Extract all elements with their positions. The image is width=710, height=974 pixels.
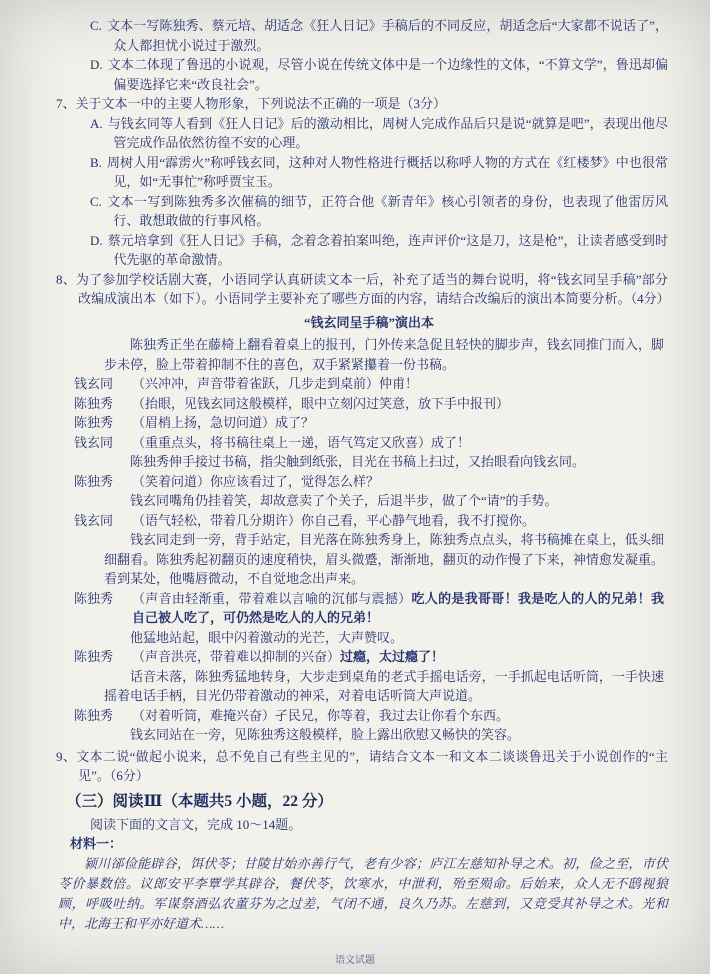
page-footer: 语文试题 bbox=[335, 955, 375, 966]
dialogue-text: （抬眼，见钱玄同这般模样，眼中立刻闪过笑意，放下手中报刊） bbox=[132, 395, 510, 411]
script-narration: 陈独秀正坐在藤椅上翻看着桌上的报刊，门外传来急促且轻快的脚步声，钱玄同推门而入，脚步未停，脸上带着抑制不住的喜色，双手紧紧攥着一份书稿。 bbox=[104, 337, 664, 372]
option-row bbox=[90, 231, 668, 270]
option-label: D. bbox=[90, 57, 103, 72]
stage-direction: （声音洪亮，带着难以抑制的兴奋） bbox=[132, 649, 341, 664]
option-label: B. bbox=[90, 154, 102, 170]
speaker-name: 钱玄同 bbox=[74, 434, 114, 450]
question-7-stem: 7、关于文本一中的主要人物形象，下列说法不正确的一项是（3分） bbox=[56, 96, 447, 111]
option-text: 文本二体现了鲁迅的小说观，尽管小说在传统文体中是一个边缘性的文体，“不算文学”，鲁迅却偏偏要选择它来“改良社会”。 bbox=[107, 57, 668, 92]
option-row bbox=[90, 114, 668, 153]
option-text: 文本一写陈独秀、蔡元培、胡适念《狂人日记》手稿后的不同反应，胡适念后“大家都不说话了”，众人都担忧小说过于激烈。 bbox=[106, 18, 668, 53]
script-narration: 陈独秀伸手接过书稿，指尖触到纸张，目光在书稿上扫过，又抬眼看向钱玄同。 bbox=[130, 454, 586, 469]
dialogue-text bbox=[132, 589, 664, 628]
dialogue-text: （对着听筒，难掩兴奋）孑民兄，你等着，我过去让你看个东西。 bbox=[132, 707, 510, 723]
dialogue-emphasis: 过瘾，太过瘾了！ bbox=[340, 649, 445, 664]
dialogue-text: （眉梢上扬，急切问道）成了？ bbox=[132, 415, 315, 430]
option-text: 蔡元培拿到《狂人日记》手稿，念着念着拍案叫绝，连声评价“这是刀，这是枪”，让读者感受到时代先驱的革命激情。 bbox=[107, 232, 668, 267]
script-title: “钱玄同呈手稿”演出本 bbox=[303, 314, 434, 330]
script-line bbox=[74, 433, 664, 453]
dialogue-text: （重重点头，将书稿往桌上一递，语气笃定又欣喜）成了！ bbox=[132, 434, 471, 450]
stage-direction: （声音由轻渐重，带着难以言喻的沉郁与震撼） bbox=[132, 590, 412, 606]
section-3-header: （三）阅读Ⅲ（本题共5 小题，22 分） bbox=[66, 792, 333, 810]
option-row bbox=[90, 153, 668, 192]
script-line bbox=[74, 589, 664, 628]
option-row bbox=[90, 192, 668, 231]
material-1-label: 材料一： bbox=[70, 836, 123, 852]
script-narration: 话音未落，陈独秀猛地转身，大步走到桌角的老式手摇电话旁，一手抓起电话听筒，一手快速摇着电话手柄，目光仍带着激动的神采，对着电话听筒大声说道。 bbox=[104, 668, 664, 703]
script-line bbox=[74, 472, 664, 492]
question-8-stem: 8、为了参加学校话剧大赛，小语同学认真研读文本一后，补充了适当的舞台说明，将“钱玄同呈手稿”部分改编成演出本（如下）。小语同学主要补充了哪些方面的内容，请结合改编后的演出本简要分析。（4分） bbox=[56, 271, 670, 306]
question-9-stem: 9、文本二说“做起小说来，总不免自己有些主见的”，请结合文本一和文本二谈谈鲁迅关于小说创作的“主见”。（6分） bbox=[56, 748, 668, 783]
option-row bbox=[90, 55, 668, 94]
speaker-name: 陈独秀 bbox=[74, 590, 114, 606]
speaker-name: 陈独秀 bbox=[74, 649, 114, 664]
script-line bbox=[74, 647, 664, 667]
speaker-name: 陈独秀 bbox=[74, 473, 114, 489]
script-line bbox=[74, 374, 664, 394]
dialogue-text bbox=[132, 647, 664, 667]
dialogue-text: （兴冲冲，声音带着雀跃，几步走到桌前）仲甫！ bbox=[132, 376, 419, 391]
script-narration: 钱玄同嘴角仍挂着笑，却故意卖了个关子，后退半步，做了个“请”的手势。 bbox=[130, 493, 558, 508]
drama-script-block bbox=[74, 313, 664, 745]
dialogue-text: （语气轻松，带着几分期许）你自己看，平心静气地看，我不打搅你。 bbox=[132, 512, 536, 528]
option-text: 文本一写到陈独秀多次催稿的细节，正符合他《新青年》核心引领者的身份，也表现了他雷厉风行、敢想敢做的行事风格。 bbox=[106, 193, 668, 228]
option-label: C. bbox=[90, 18, 102, 33]
speaker-name: 陈独秀 bbox=[74, 707, 114, 723]
script-narration: 钱玄同走到一旁，背手站定，目光落在陈独秀身上，陈独秀点点头，将书稿摊在桌上，低头细细翻看。陈独秀起初翻页的速度稍快，眉头微蹙，渐渐地，翻页的动作慢了下来，神情愈发凝重。看到某处，他嘴唇微动，不自觉地念出声来。 bbox=[104, 532, 664, 586]
option-row bbox=[90, 16, 668, 55]
script-narration: 他猛地站起，眼中闪着激动的光芒，大声赞叹。 bbox=[130, 629, 404, 645]
speaker-name: 陈独秀 bbox=[74, 395, 114, 411]
option-label: D. bbox=[90, 232, 103, 248]
material-1-text: 颍川郤俭能辟谷，饵伏苓；甘陵甘始亦善行气，老有少容；庐江左慈知补导之术。初，俭之至，市伏苓价暴数倍。议郎安平李覃学其辟谷，餐伏苓，饮寒水，中泄利，殆至殒命。后始来，众人无不鸱视狼顾，呼吸吐纳。军谋祭酒弘农董芬为之过差，气闭不通，良久乃苏。左慈到，又竞受其补导之术。光和中，北海王和平亦好道术…… bbox=[58, 855, 668, 932]
dialogue-emphasis: 吃人的是我哥哥！我是吃人的人的兄弟！我自己被人吃了，可仍然是吃人的人的兄弟！ bbox=[132, 590, 664, 625]
script-line bbox=[74, 413, 664, 433]
script-line bbox=[74, 511, 664, 531]
option-label: A. bbox=[90, 115, 103, 131]
speaker-name: 陈独秀 bbox=[74, 415, 114, 430]
speaker-name: 钱玄同 bbox=[74, 512, 114, 528]
option-label: C. bbox=[90, 193, 102, 209]
option-text: 周树人用“霹雳火”称呼钱玄同，这种对人物性格进行概括以称呼人物的方式在《红楼梦》中也很常见，如“无事忙”称呼贾宝玉。 bbox=[106, 154, 668, 189]
script-narration: 钱玄同站在一旁，见陈独秀这般模样，脸上露出欣慰又畅快的笑容。 bbox=[130, 727, 521, 742]
script-line bbox=[74, 706, 664, 726]
option-text: 与钱玄同等人看到《狂人日记》后的激动相比，周树人完成作品后只是说“就算是吧”，表现出他尽管完成作品依然彷徨不安的心理。 bbox=[107, 115, 668, 150]
script-line bbox=[74, 394, 664, 414]
section-3-intro: 阅读下面的文言文，完成 10～14题。 bbox=[90, 816, 302, 832]
dialogue-text: （笑着问道）你应该看过了，觉得怎么样？ bbox=[132, 473, 380, 489]
speaker-name: 钱玄同 bbox=[74, 376, 114, 391]
